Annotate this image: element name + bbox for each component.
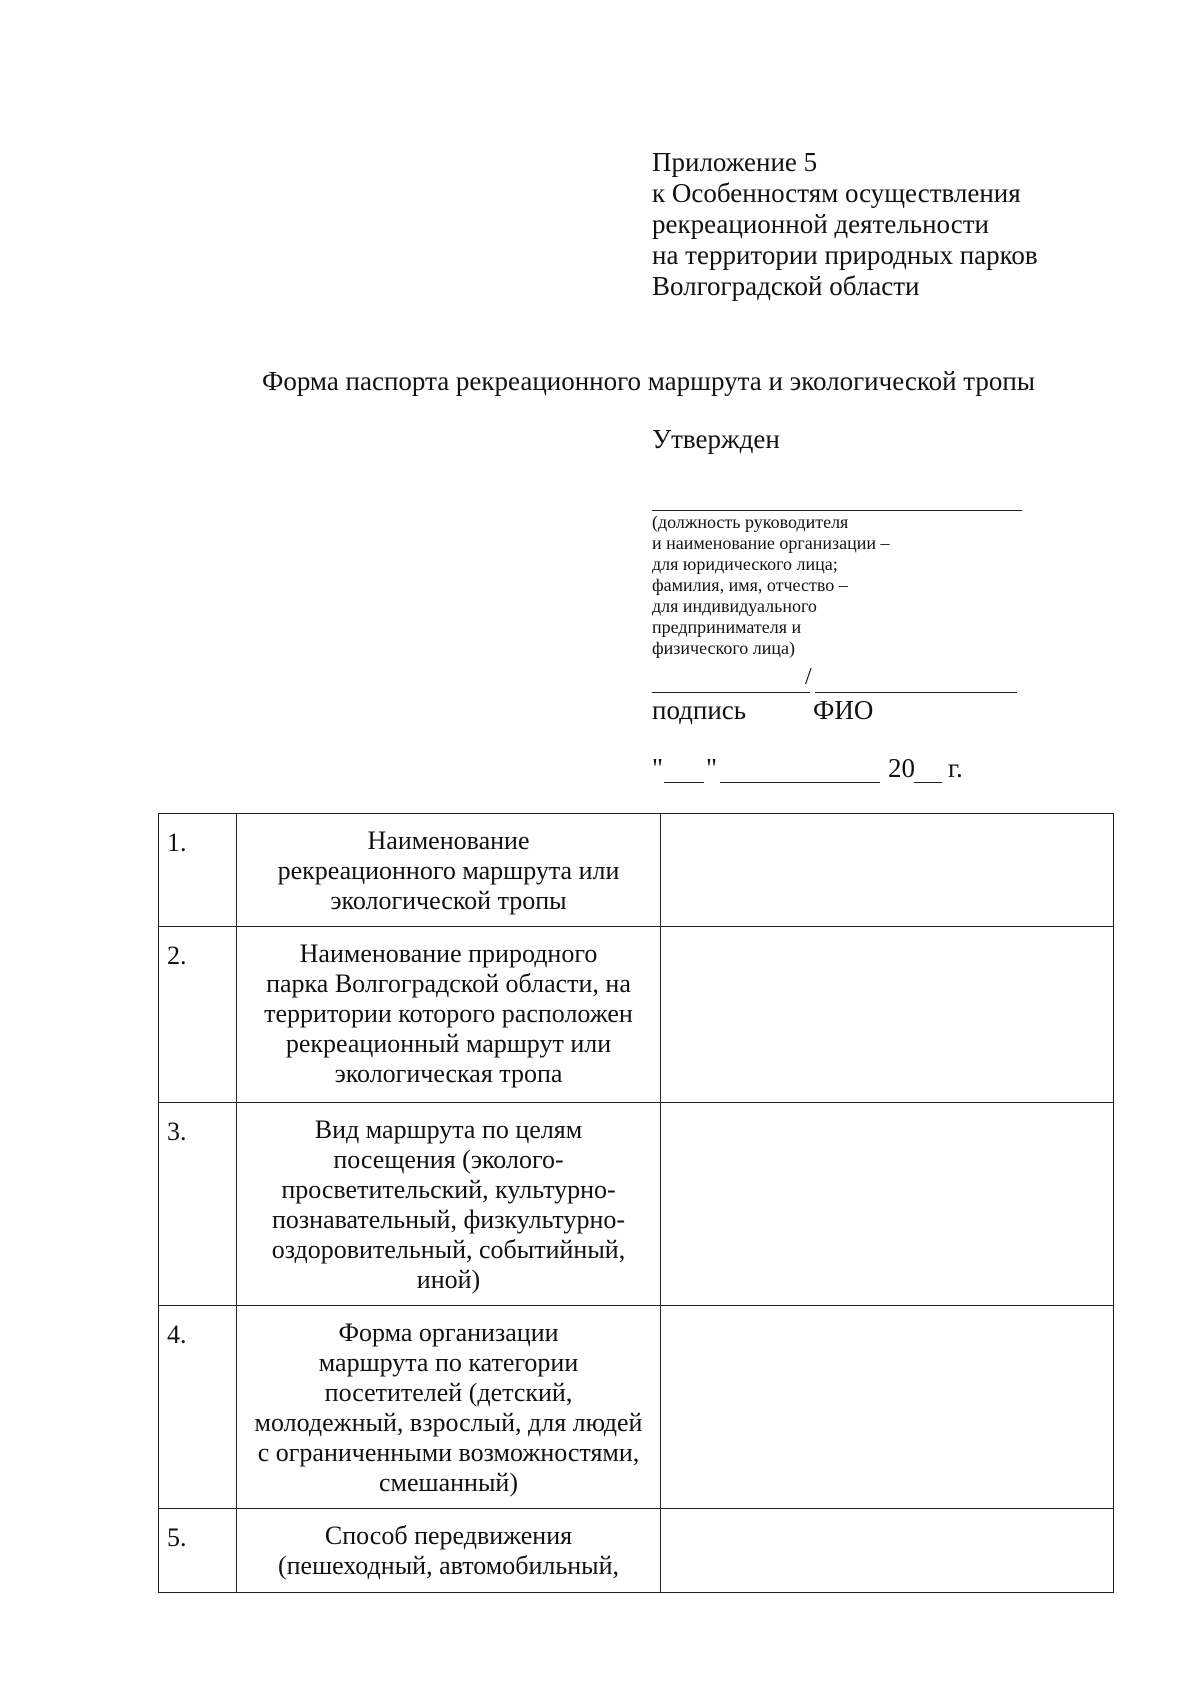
- description-line: посетителей (детский,: [324, 1378, 573, 1407]
- position-blank-line: [652, 510, 1022, 511]
- description-line: молодежный, взрослый, для людей: [254, 1408, 643, 1437]
- position-note: [652, 512, 890, 659]
- table-row: [159, 1103, 1114, 1306]
- date-day-blank: [664, 782, 704, 783]
- description-line: оздоровительный, событийный,: [271, 1235, 626, 1264]
- position-note-line: и наименование организации –: [652, 533, 890, 553]
- table-row: [159, 814, 1114, 927]
- appendix-line: Волгоградской области: [652, 271, 920, 301]
- row-number: 5.: [159, 1509, 237, 1593]
- table-row: [159, 1306, 1114, 1509]
- position-note-line: предпринимателя и: [652, 617, 802, 637]
- description-line: иной): [416, 1265, 481, 1294]
- position-note-line: фамилия, имя, отчество –: [652, 575, 848, 595]
- position-note-line: физического лица): [652, 638, 796, 658]
- description-line: просветительский, культурно-: [281, 1175, 616, 1204]
- date-year-suffix: г.: [948, 753, 963, 783]
- row-value-cell[interactable]: [661, 1103, 1114, 1306]
- description-line: Способ передвижения: [324, 1521, 573, 1550]
- description-line: рекреационного маршрута или: [277, 856, 620, 885]
- description-line: маршрута по категории: [318, 1348, 579, 1377]
- table-row: [159, 1509, 1114, 1593]
- row-value-cell[interactable]: [661, 1306, 1114, 1509]
- position-note-line: (должность руководителя: [652, 512, 849, 532]
- description-line: посещения (эколого-: [333, 1145, 564, 1174]
- fio-label: ФИО: [813, 695, 874, 725]
- fio-blank-line: [815, 692, 1017, 693]
- appendix-line: Приложение 5: [652, 147, 818, 177]
- row-number: 1.: [159, 814, 237, 927]
- signature-blank-line: [652, 692, 810, 693]
- description-line: смешанный): [379, 1468, 518, 1497]
- date-year-prefix: 20: [888, 753, 915, 783]
- row-description: [237, 927, 661, 1103]
- description-line: познавательный, физкультурно-: [271, 1205, 626, 1234]
- appendix-line: к Особенностям осуществления: [652, 178, 1021, 208]
- signature-label: подпись: [652, 695, 747, 725]
- date-year-blank: [914, 782, 942, 783]
- appendix-line: на территории природных парков: [652, 240, 1038, 270]
- row-value-cell[interactable]: [661, 927, 1114, 1103]
- row-value-cell[interactable]: [661, 814, 1114, 927]
- table-row: [159, 927, 1114, 1103]
- description-line: рекреационный маршрут или: [285, 1029, 612, 1058]
- date-close-quote: ": [706, 753, 718, 783]
- row-number: 3.: [159, 1103, 237, 1306]
- row-description: [237, 814, 661, 927]
- row-description: [237, 1509, 661, 1593]
- description-line: Наименование: [367, 826, 530, 855]
- passport-table: [158, 813, 1114, 1593]
- row-number: 2.: [159, 927, 237, 1103]
- form-title: Форма паспорта рекреационного маршрута и экологической тропы: [262, 366, 1036, 396]
- signature-slash: /: [805, 664, 812, 690]
- date-month-blank: [720, 782, 880, 783]
- position-note-line: для индивидуального: [652, 596, 817, 616]
- description-line: Вид маршрута по целям: [314, 1115, 583, 1144]
- description-line: территории которого расположен: [264, 999, 633, 1028]
- description-line: (пешеходный, автомобильный,: [277, 1551, 620, 1580]
- position-note-line: для юридического лица;: [652, 554, 838, 574]
- appendix-line: рекреационной деятельности: [652, 209, 989, 239]
- date-open-quote: ": [652, 753, 664, 783]
- description-line: с ограниченными возможностями,: [257, 1438, 640, 1467]
- description-line: экологической тропы: [330, 886, 567, 915]
- row-description: [237, 1103, 661, 1306]
- description-line: парка Волгоградской области, на: [266, 969, 631, 998]
- appendix-header: [652, 147, 1038, 302]
- approved-label: Утвержден: [652, 424, 780, 454]
- row-value-cell[interactable]: [661, 1509, 1114, 1593]
- row-description: [237, 1306, 661, 1509]
- description-line: Форма организации: [338, 1318, 559, 1347]
- row-number: 4.: [159, 1306, 237, 1509]
- description-line: экологическая тропа: [334, 1059, 563, 1088]
- description-line: Наименование природного: [299, 939, 598, 968]
